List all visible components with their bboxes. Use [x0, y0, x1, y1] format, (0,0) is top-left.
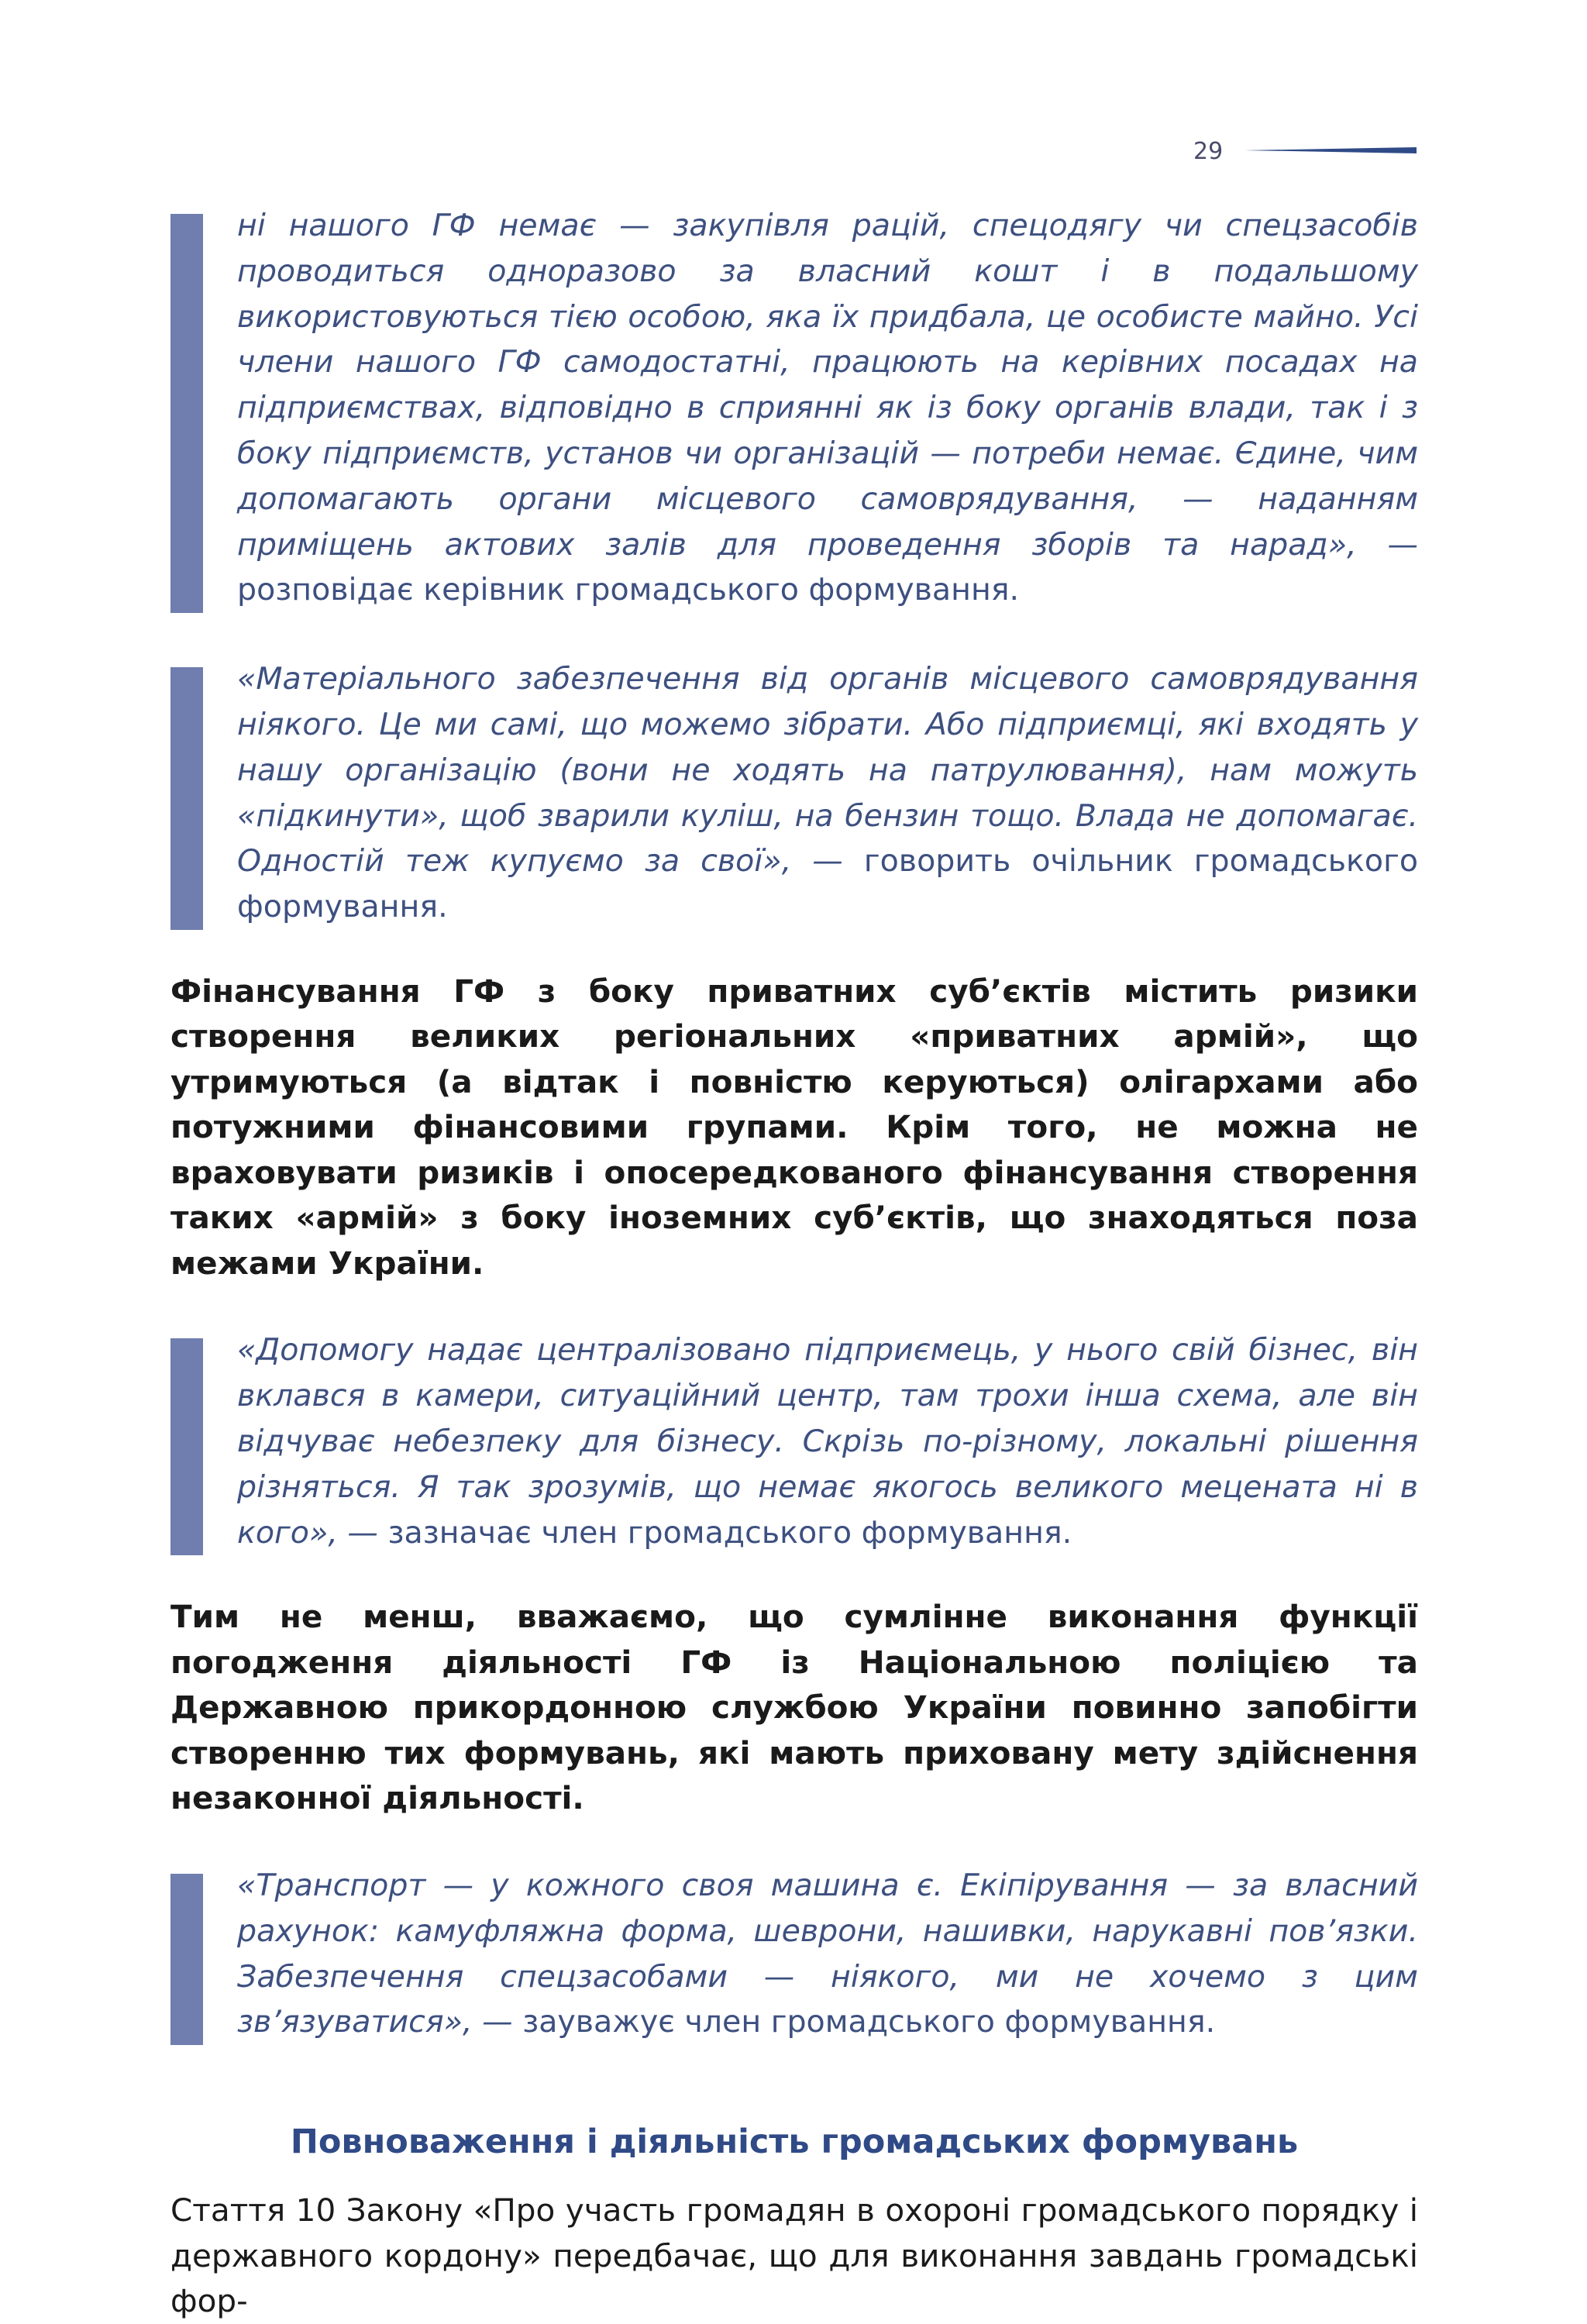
quote-block — [170, 203, 1418, 613]
quote-attribution: говорить очільник громадського формування. — [237, 843, 1418, 925]
page-number: 29 — [1193, 138, 1224, 165]
body-paragraph: Тим не менш, вважаємо, що сумлінне виконання функції погодження діяльності ГФ із Національною поліцією та Державною прикордонною службою України повинно запобігти створенню тих формувань, які мають приховану мету здійснення незаконної діяльності. — [170, 1598, 1418, 1817]
page-content — [170, 203, 1418, 2324]
quote-text — [237, 1863, 1418, 2045]
section-heading: Повноваження і діяльність громадських формувань — [290, 2123, 1299, 2162]
quote-body: «Транспорт — у кожного своя машина є. Екіпірування — за власний рахунок: камуфляжна форма, шеврони, нашивки, нарукавні пов’язки. Забезпечення спецзасобами — ніякого, ми не хочемо з цим зв’язуватися», — — [237, 1867, 1418, 2040]
quote-attribution: розповідає керівник громадського формування. — [237, 572, 1020, 608]
body-paragraph: Стаття 10 Закону «Про участь громадян в охороні громадського порядку і державного кордону» передбачає, що для виконання завдань громадські фор- — [170, 2191, 1418, 2320]
quote-body: «Матеріального забезпечення від органів місцевого самоврядування ніякого. Це ми самі, що можемо зібрати. Або підприємці, які входять у нашу організацію (вони не ходять на патрулювання), нам можуть «підкинути», щоб зварили куліш, на бензин тощо. Влада не допомагає. Одностій теж купуємо за свої», — — [237, 661, 1418, 880]
quote-body: «Допомогу надає централізовано підприємець, у нього свій бізнес, він вклався в камери, ситуаційний центр, там трохи інша схема, але він відчуває небезпеку для бізнесу. Скрізь по-різному, локальні рішення різняться. Я так зрозумів, що немає якогось великого мецената ні в кого», — — [237, 1332, 1418, 1551]
quote-bar — [170, 667, 203, 930]
quote-bar — [170, 214, 203, 613]
quote-bar — [170, 1338, 203, 1555]
header-accent-rule — [1244, 147, 1417, 153]
quote-text — [237, 1327, 1418, 1555]
quote-attribution: зазначає член громадського формування. — [387, 1514, 1072, 1551]
quote-block — [170, 1327, 1418, 1555]
quote-text — [237, 656, 1418, 930]
quote-block — [170, 656, 1418, 930]
quote-bar — [170, 1874, 203, 2045]
page-header — [1193, 138, 1418, 166]
quote-text — [237, 203, 1418, 613]
quote-body: ні нашого ГФ немає — закупівля рацій, спецодягу чи спецзасобів проводиться одноразово за власний кошт і в подальшому використовуються тією особою, яка їх придбала, це особисте майно. Усі члени нашого ГФ самодостатні, працюють на керівних посадах на підприємствах, відповідно в сприянні як із боку органів влади, так і з боку підприємств, установ чи організацій — потреби немає. Єдине, чим допомагають органи місцевого самоврядування, — наданням приміщень актових залів для проведення зборів та нарад», — — [237, 208, 1418, 563]
body-paragraph: Фінансування ГФ з боку приватних суб’єктів містить ризики створення великих регіональних «приватних армій», що утримуються (а відтак і повністю керуються) олігархами або потужними фінансовими групами. Крім того, не можна не враховувати ризиків і опосередкованого фінансування створення таких «армій» з боку іноземних суб’єктів, що знаходяться поза межами України. — [170, 972, 1418, 1282]
quote-attribution: зауважує член громадського формування. — [522, 2004, 1216, 2040]
quote-block — [170, 1863, 1418, 2045]
